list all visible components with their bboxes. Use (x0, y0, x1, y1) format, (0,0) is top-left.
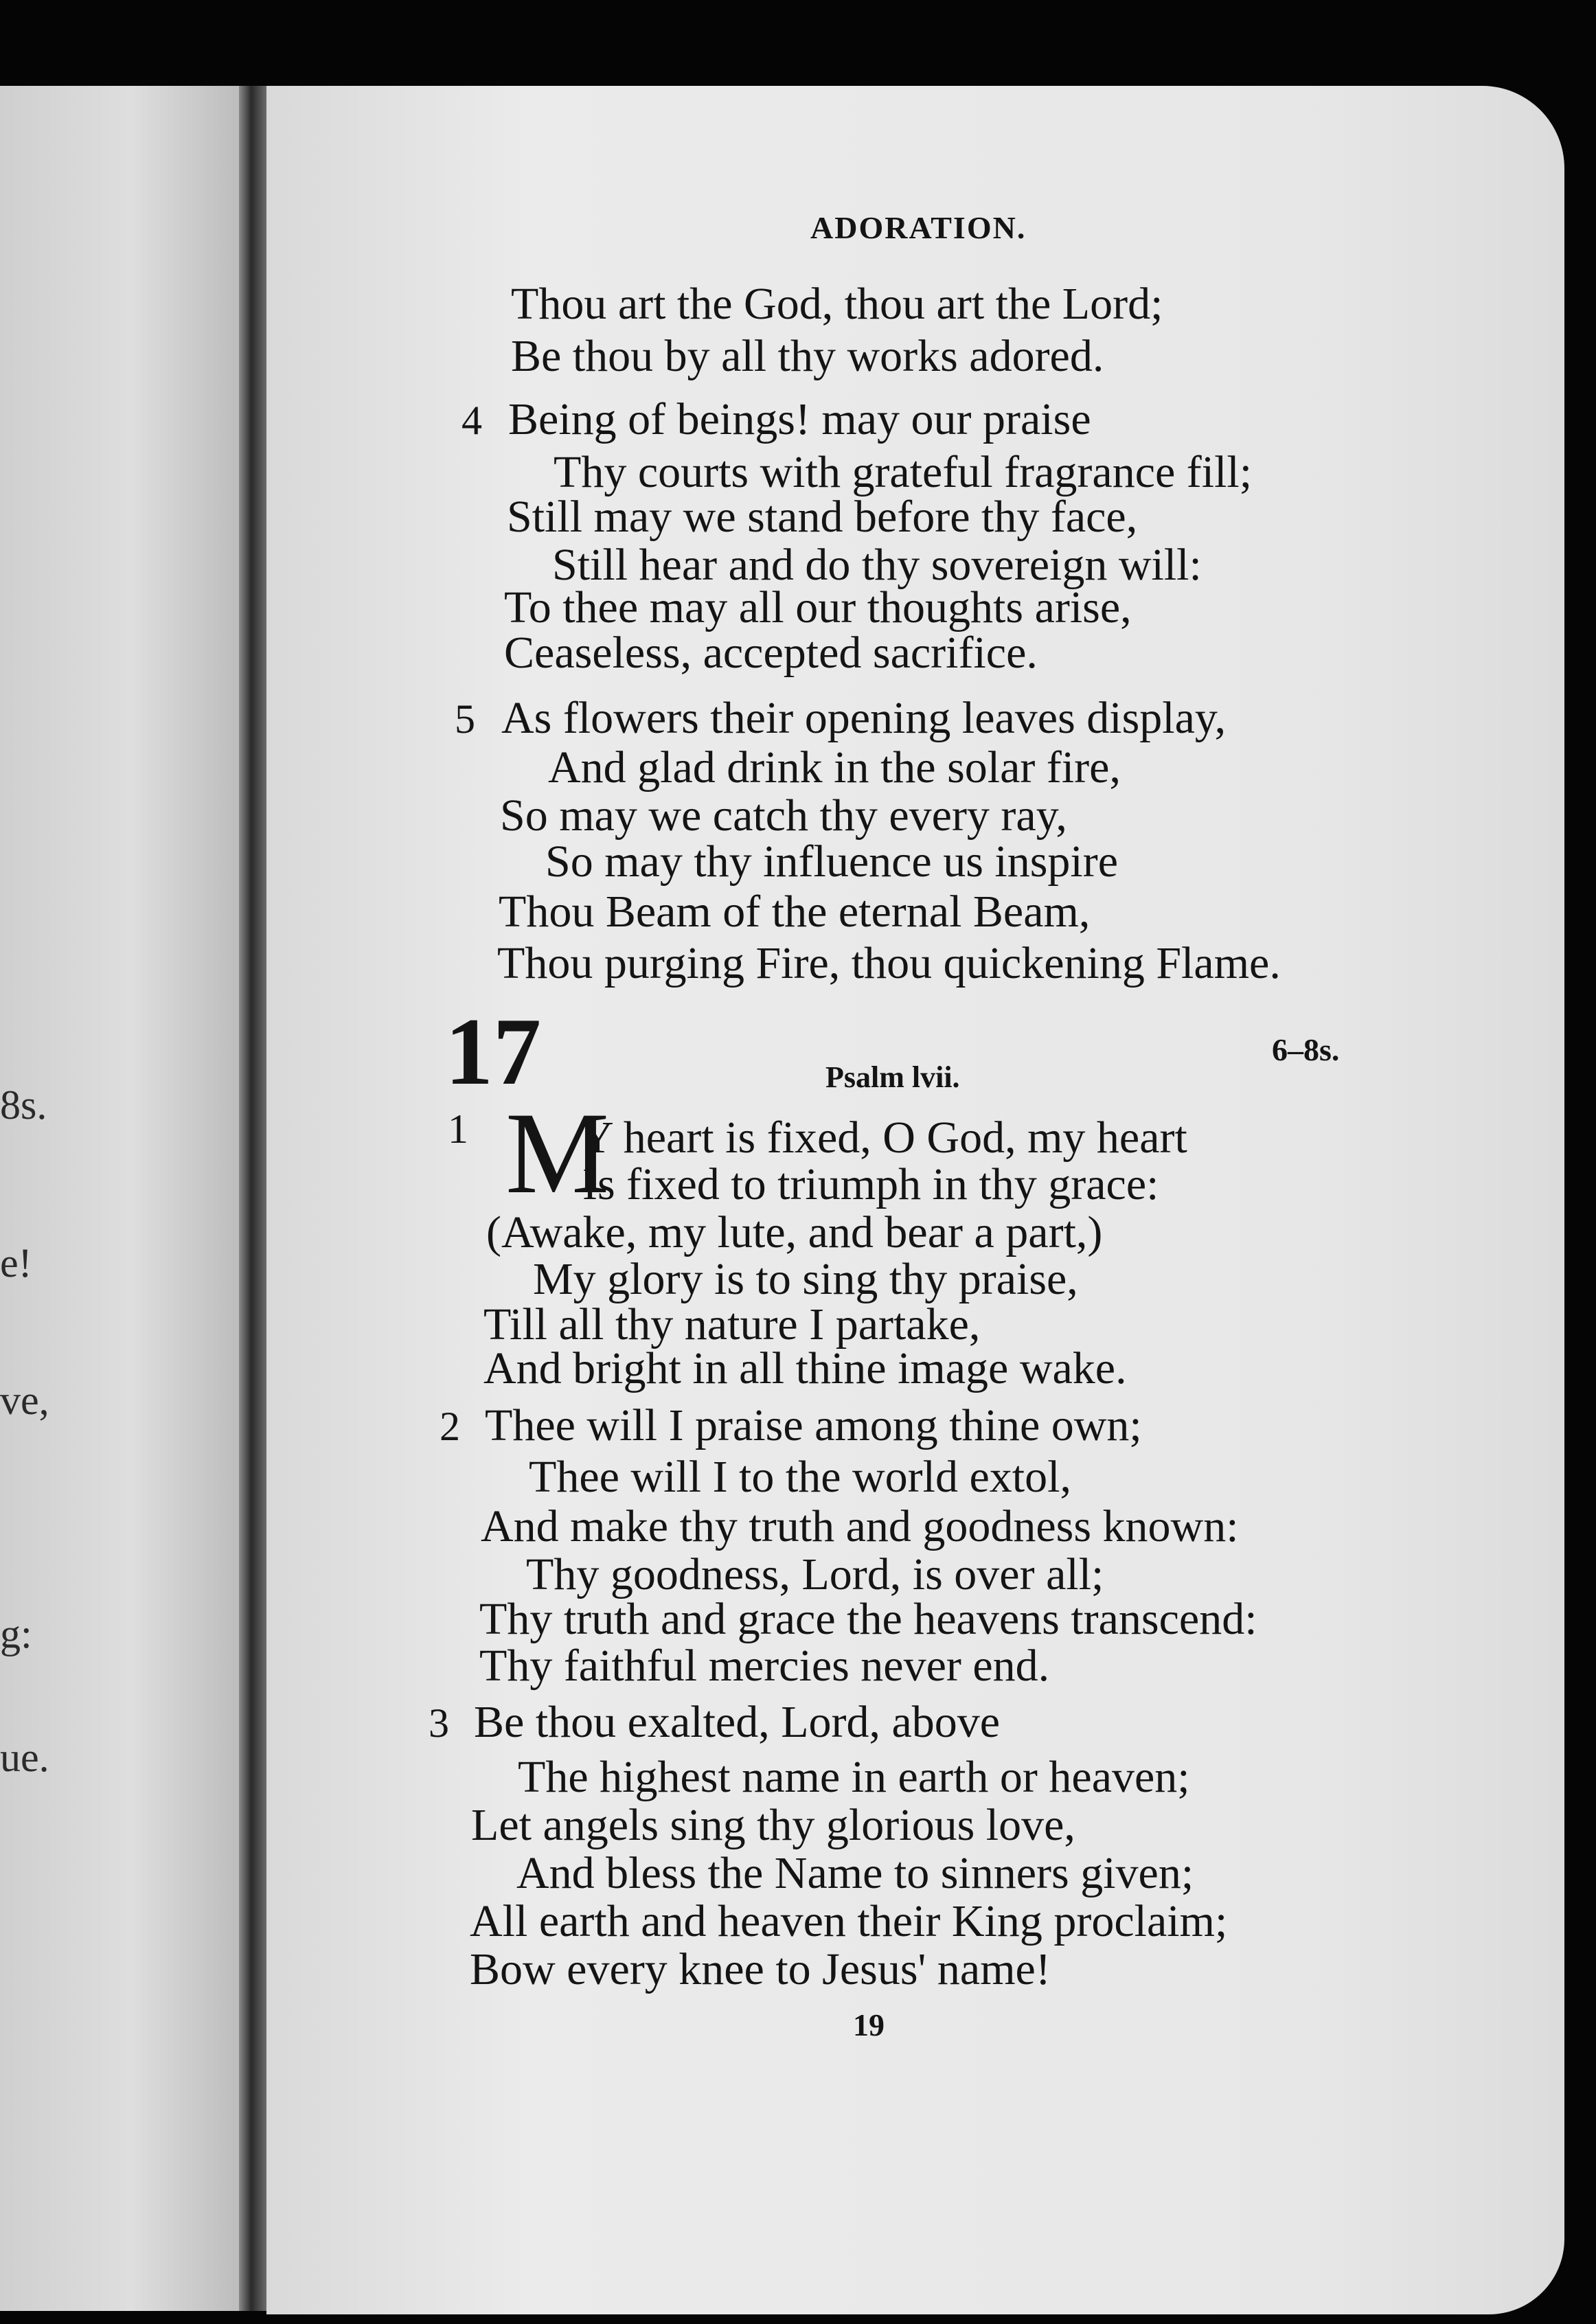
left-page (0, 86, 239, 2311)
verse-number: 4 (461, 398, 482, 443)
book-gutter (239, 86, 266, 2311)
hymn-number: 17 (445, 999, 541, 1105)
hymn-line: Thy faithful mercies never end. (479, 1641, 1050, 1691)
hymn-line: Let angels sing thy glorious love, (471, 1800, 1075, 1850)
hymn-line: Thee will I praise among thine own; (485, 1400, 1142, 1450)
hymn-line: My glory is to sing thy praise, (533, 1254, 1078, 1304)
hymn-line: Still hear and do thy sovereign will: (552, 540, 1202, 590)
hymn-line: And make thy truth and goodness known: (481, 1501, 1239, 1551)
hymn-line: Thee will I to the world extol, (529, 1452, 1071, 1502)
hymn-line: Being of beings! may our praise (508, 394, 1091, 444)
left-fragment: ue. (0, 1735, 49, 1780)
hymn-line: Bow every knee to Jesus' name! (470, 1944, 1051, 1994)
hymn-line: Be thou exalted, Lord, above (474, 1697, 1001, 1747)
left-fragment: e! (0, 1240, 32, 1286)
hymn-line: Thou art the God, thou art the Lord; (511, 279, 1163, 329)
hymn-source: Psalm lvii. (825, 1060, 960, 1094)
hymn-line: The highest name in earth or heaven; (518, 1752, 1190, 1802)
hymn-line: Till all thy nature I partake, (483, 1299, 981, 1349)
hymn-line: Is fixed to triumph in thy grace: (582, 1159, 1159, 1209)
verse-number: 1 (448, 1106, 468, 1152)
hymn-meter: 6–8s. (1272, 1032, 1340, 1067)
left-fragment: g: (0, 1611, 32, 1656)
verse-number: 5 (455, 696, 475, 742)
hymn-line: Be thou by all thy works adored. (511, 331, 1104, 381)
hymn-line: And glad drink in the solar fire, (548, 742, 1121, 793)
page-number: 19 (853, 2007, 885, 2042)
hymn-line: And bright in all thine image wake. (483, 1343, 1127, 1393)
hymn-line: Thy goodness, Lord, is over all; (526, 1549, 1104, 1599)
hymn-line: So may we catch thy every ray, (500, 790, 1067, 841)
hymn-line: Thou purging Fire, thou quickening Flame. (497, 938, 1281, 988)
left-fragment: ve, (0, 1378, 49, 1423)
hymn-line: (Awake, my lute, and bear a part,) (486, 1207, 1103, 1257)
hymn-line: Ceaseless, accepted sacrifice. (504, 628, 1038, 678)
hymn-line: All earth and heaven their King proclaim; (470, 1896, 1228, 1946)
left-fragment: 8s. (0, 1082, 47, 1128)
hymn-line: Thy truth and grace the heavens transcend: (479, 1594, 1257, 1644)
hymn-line: As flowers their opening leaves display, (501, 693, 1227, 743)
hymn-line: Thou Beam of the eternal Beam, (499, 887, 1091, 937)
verse-number: 3 (429, 1700, 449, 1746)
hymn-line: Y heart is fixed, O God, my heart (581, 1113, 1187, 1163)
hymn-line: To thee may all our thoughts arise, (504, 582, 1132, 633)
drop-cap: M (505, 1089, 610, 1218)
hymn-line: Thy courts with grateful fragrance fill; (554, 447, 1253, 497)
running-head: ADORATION. (810, 210, 1027, 245)
hymn-line: And bless the Name to sinners given; (516, 1848, 1194, 1898)
verse-number: 2 (440, 1404, 460, 1449)
hymn-line: Still may we stand before thy face, (507, 492, 1138, 542)
hymn-line: So may thy influence us inspire (545, 836, 1119, 887)
